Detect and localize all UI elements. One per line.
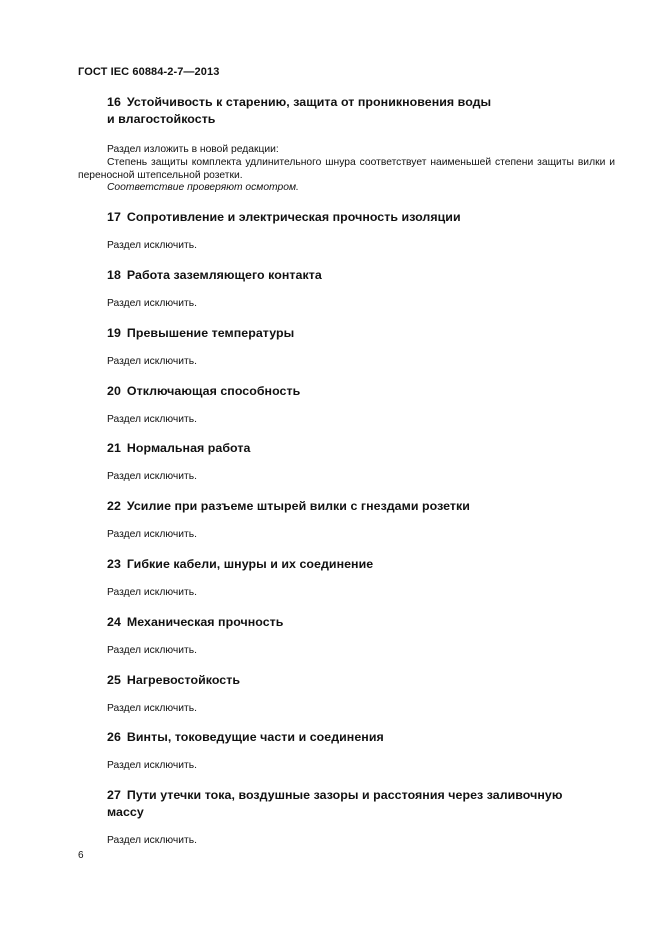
section-title — [78, 383, 615, 400]
section-body — [78, 587, 615, 600]
section-title-text: Гибкие кабели, шнуры и их соединение — [126, 556, 374, 571]
section-title — [78, 614, 615, 631]
section-number: 24 — [107, 614, 121, 629]
section-body — [78, 240, 615, 253]
conformity-check-note: Соответствие проверяют осмотром. — [107, 182, 299, 194]
section-title-text: Усилие при разъеме штырей вилки с гнездами розетки — [126, 499, 470, 514]
section-18 — [78, 267, 615, 311]
section-body — [78, 529, 615, 542]
section-23 — [78, 556, 615, 600]
document-body — [78, 94, 615, 848]
section-number: 16 — [107, 95, 121, 109]
section-24 — [78, 614, 615, 658]
section-body — [78, 703, 615, 716]
section-number: 25 — [107, 672, 121, 687]
section-number: 19 — [107, 325, 121, 340]
section-body — [78, 835, 615, 848]
section-title-text: Отключающая способность — [126, 383, 301, 398]
section-17 — [78, 209, 615, 253]
section-title-text: Сопротивление и электрическая прочность изоляции — [126, 210, 461, 225]
section-body — [78, 356, 615, 369]
section-27 — [78, 787, 615, 848]
section-21 — [78, 440, 615, 484]
section-title-text-continued: массу — [107, 805, 144, 820]
section-number: 18 — [107, 267, 121, 282]
section-26 — [78, 729, 615, 773]
section-title — [78, 267, 615, 284]
section-number: 17 — [107, 210, 121, 225]
section-paragraph: Раздел исключить. — [107, 240, 197, 252]
section-title — [78, 209, 615, 226]
section-title — [78, 94, 615, 128]
section-paragraph: Раздел исключить. — [107, 471, 197, 483]
section-22 — [78, 498, 615, 542]
section-title-text: Нагревостойкость — [126, 672, 241, 687]
section-body — [78, 471, 615, 484]
section-title — [78, 556, 615, 573]
section-20 — [78, 383, 615, 427]
section-paragraph: Раздел исключить. — [107, 760, 197, 772]
section-title-text: Механическая прочность — [126, 614, 284, 629]
section-body — [78, 645, 615, 658]
section-title-text: Нормальная работа — [126, 441, 251, 456]
section-25 — [78, 672, 615, 716]
section-title — [78, 672, 615, 689]
section-paragraph: Раздел исключить. — [107, 586, 197, 598]
section-body — [78, 144, 615, 195]
section-number: 22 — [107, 499, 121, 514]
section-number: 21 — [107, 441, 121, 456]
section-paragraph: Раздел исключить. — [107, 413, 197, 425]
section-title — [78, 440, 615, 457]
section-title — [78, 498, 615, 515]
section-paragraph: Раздел исключить. — [107, 644, 197, 656]
section-title-text-continued: и влагостойкость — [107, 112, 216, 126]
section-number: 27 — [107, 788, 121, 803]
section-paragraph: Раздел исключить. — [107, 702, 197, 714]
section-body — [78, 760, 615, 773]
section-number: 23 — [107, 556, 121, 571]
section-title-text: Устойчивость к старению, защита от проникновения воды — [126, 95, 492, 109]
section-title — [78, 787, 615, 821]
section-paragraph: Раздел исключить. — [107, 297, 197, 309]
section-16 — [78, 94, 615, 195]
section-body — [78, 298, 615, 311]
section-title-text: Пути утечки тока, воздушные зазоры и расстояния через заливочную — [126, 788, 563, 803]
section-19 — [78, 325, 615, 369]
page-number: 6 — [78, 850, 84, 861]
section-title-text: Винты, токоведущие части и соединения — [126, 730, 384, 745]
section-paragraph: Раздел исключить. — [107, 355, 197, 367]
section-paragraph: Раздел исключить. — [107, 835, 197, 847]
section-paragraph: Степень защиты комплекта удлинительного шнура соответствует наименьшей степени защиты вилки и переносной штепсельной розетки. — [78, 156, 615, 181]
section-body — [78, 414, 615, 427]
document-code-header: ГОСТ IEC 60884-2-7—2013 — [78, 66, 220, 78]
section-title — [78, 325, 615, 342]
section-title-text: Превышение температуры — [126, 325, 295, 340]
section-number: 26 — [107, 730, 121, 745]
section-title-text: Работа заземляющего контакта — [126, 267, 322, 282]
section-paragraph: Раздел изложить в новой редакции: — [107, 144, 279, 155]
section-title — [78, 729, 615, 746]
section-paragraph: Раздел исключить. — [107, 529, 197, 541]
section-number: 20 — [107, 383, 121, 398]
